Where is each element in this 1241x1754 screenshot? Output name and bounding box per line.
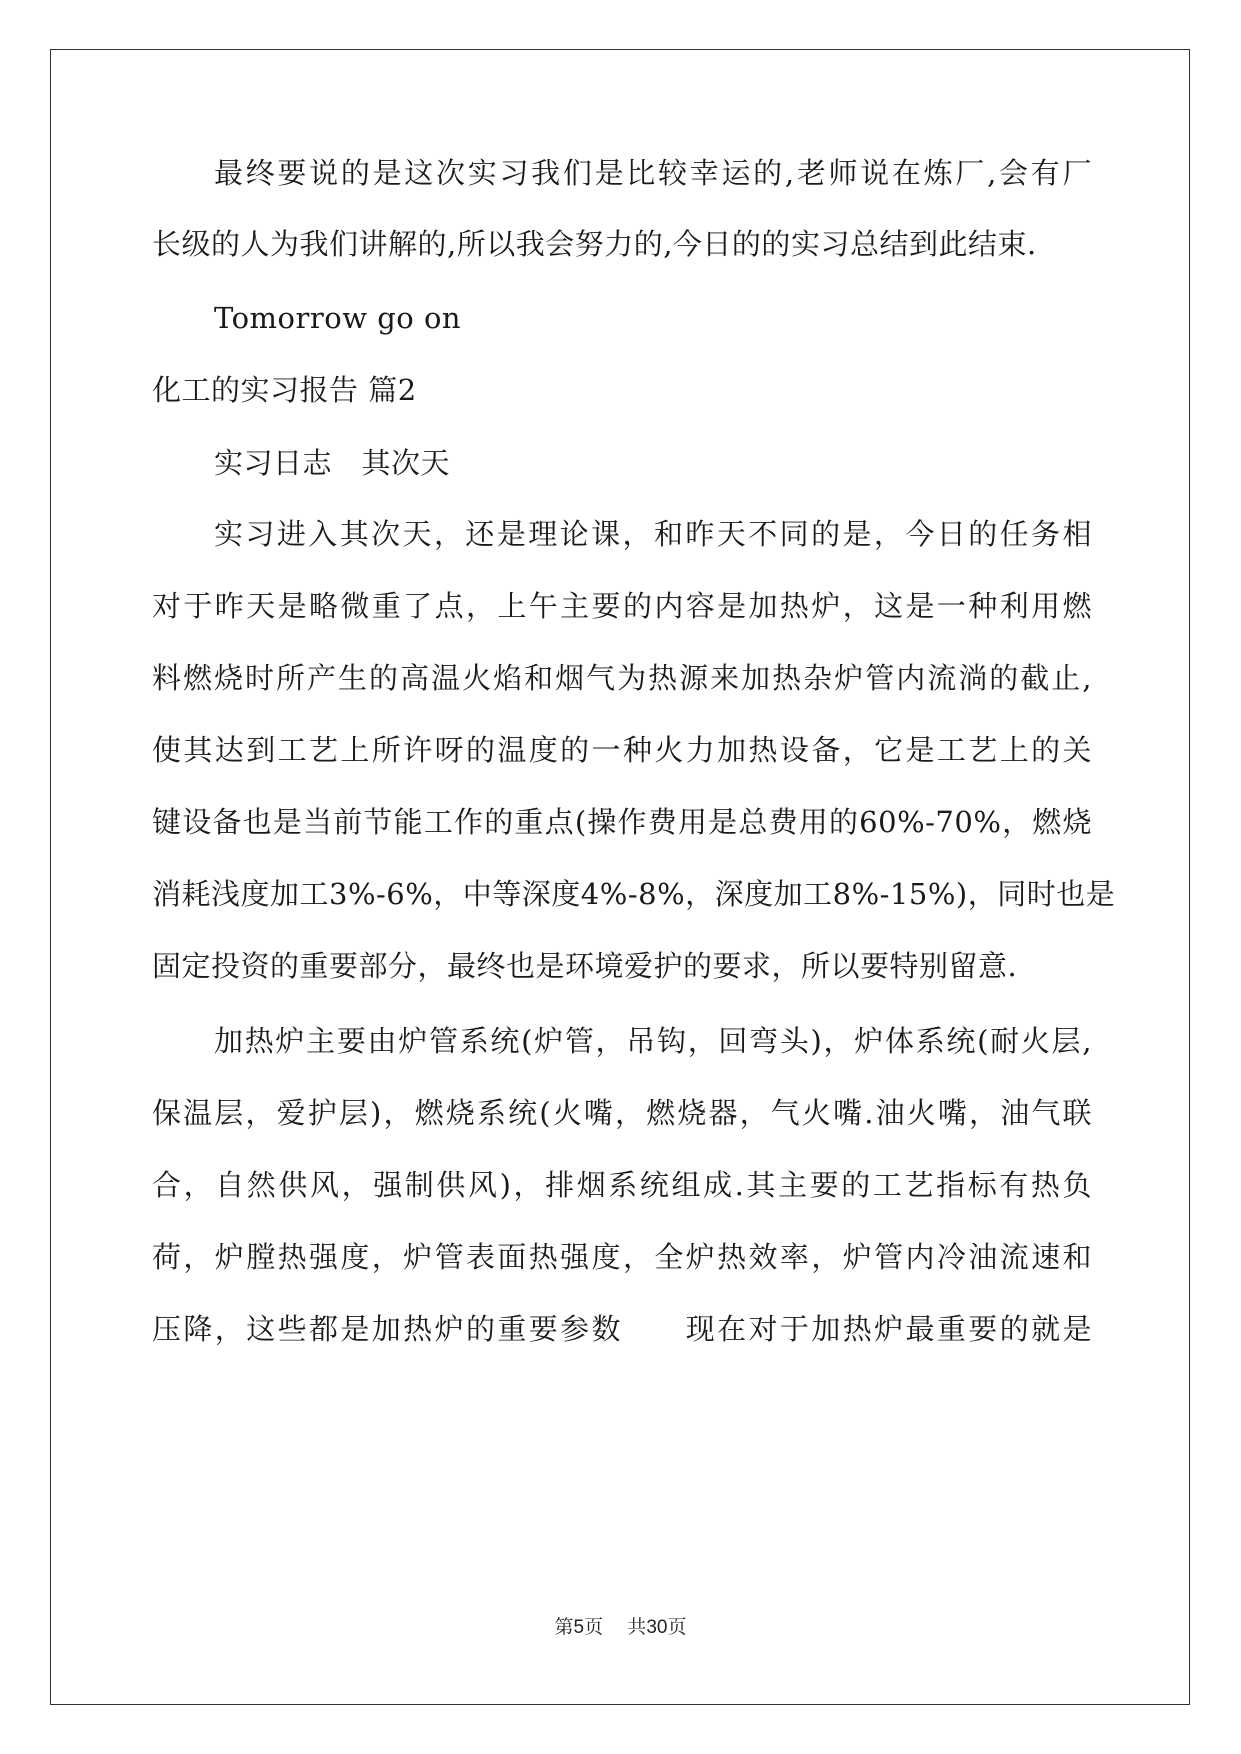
paragraph-line: 料燃烧时所产生的高温火焰和烟气为热源来加热杂炉管内流淌的截止,	[152, 661, 1092, 695]
paragraph-line: 保温层，爱护层)，燃烧系统(火嘴，燃烧器，气火嘴.油火嘴，油气联	[152, 1096, 1092, 1130]
page-footer	[0, 1615, 1241, 1640]
paragraph-line: 消耗浅度加工3%-6%，中等深度4%-8%，深度加工8%-15%)，同时也是	[152, 877, 1116, 911]
paragraph-line: 固定投资的重要部分，最终也是环境爱护的要求，所以要特别留意.	[152, 949, 1018, 983]
paragraph-line: 长级的人为我们讲解的,所以我会努力的,今日的的实习总结到此结束.	[152, 227, 1037, 261]
paragraph-line: 实习进入其次天，还是理论课，和昨天不同的是，今日的任务相	[214, 517, 1092, 551]
page-suffix: 页	[584, 1616, 604, 1638]
paragraph-line: 合，自然供风，强制供风)，排烟系统组成.其主要的工艺指标有热负	[152, 1168, 1092, 1202]
paragraph-line: 对于昨天是略微重了点，上午主要的内容是加热炉，这是一种利用燃	[152, 589, 1092, 623]
total-suffix: 页	[667, 1616, 687, 1638]
paragraph-line: 加热炉主要由炉管系统(炉管，吊钩，回弯头)，炉体系统(耐火层,	[214, 1024, 1092, 1058]
section-heading: 化工的实习报告 篇2	[152, 373, 417, 407]
paragraph-line: 荷，炉膛热强度，炉管表面热强度，全炉热效率，炉管内冷油流速和	[152, 1240, 1092, 1274]
paragraph-line: 使其达到工艺上所许呀的温度的一种火力加热设备，它是工艺上的关	[152, 733, 1092, 767]
page-number: 5	[573, 1617, 585, 1638]
paragraph-line: 压降，这些都是加热炉的重要参数 现在对于加热炉最重要的就是	[152, 1312, 1092, 1346]
paragraph-line: 键设备也是当前节能工作的重点(操作费用是总费用的60%-70%，燃烧	[152, 805, 1092, 839]
page-prefix: 第	[554, 1616, 574, 1638]
total-pages: 30	[646, 1617, 668, 1638]
paragraph-line: 最终要说的是这次实习我们是比较幸运的,老师说在炼厂,会有厂	[214, 156, 1092, 190]
paragraph-line: Tomorrow go on	[214, 301, 462, 335]
log-title: 实习日志 其次天	[214, 446, 451, 480]
total-prefix: 共	[627, 1616, 647, 1638]
